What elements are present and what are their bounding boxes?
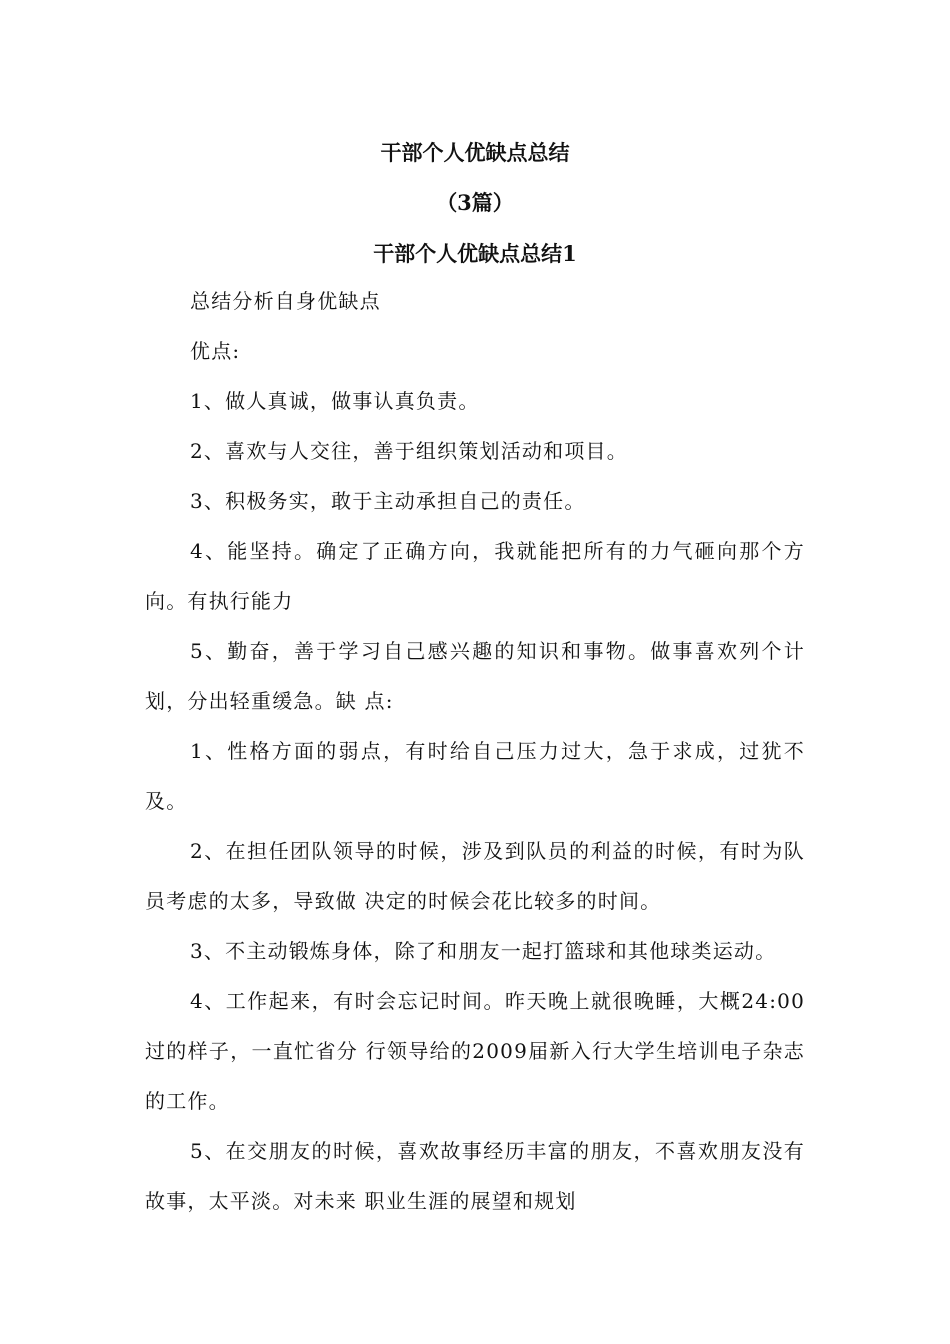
paragraph: 4、工作起来，有时会忘记时间。昨天晚上就很晚睡，大概24:00过的样子，一直忙省分 行领导给的2009届新入行大学生培训电子杂志的工作。: [145, 989, 805, 1113]
paragraph: 2、在担任团队领导的时候，涉及到队员的利益的时候，有时为队员考虑的太多，导致做 决定的时候会花比较多的时间。: [145, 839, 805, 913]
paragraph: 4、能坚持。确定了正确方向，我就能把所有的力气砸向那个方向。有执行能力: [145, 539, 805, 613]
paragraph: 1、性格方面的弱点，有时给自己压力过大，急于求成，过犹不及。: [145, 739, 805, 813]
paragraph: 5、勤奋，善于学习自己感兴趣的知识和事物。做事喜欢列个计划，分出轻重缓急。缺 点:: [145, 639, 805, 713]
paragraph: 5、在交朋友的时候，喜欢故事经历丰富的朋友，不喜欢朋友没有故事，太平淡。对未来 职业生涯的展望和规划: [145, 1139, 805, 1213]
paragraph: 2、喜欢与人交往，善于组织策划活动和项目。: [190, 439, 628, 463]
paragraph: 1、做人真诚，做事认真负责。: [190, 389, 480, 413]
document-subtitle: （3篇）: [436, 190, 514, 215]
section-title: 干部个人优缺点总结1: [373, 241, 577, 266]
document-title: 干部个人优缺点总结: [380, 140, 570, 165]
paragraph: 3、不主动锻炼身体，除了和朋友一起打篮球和其他球类运动。: [190, 939, 777, 963]
paragraph: 3、积极务实，敢于主动承担自己的责任。: [190, 489, 586, 513]
paragraph: 总结分析自身优缺点: [190, 289, 381, 313]
paragraph: 优点:: [190, 339, 241, 363]
